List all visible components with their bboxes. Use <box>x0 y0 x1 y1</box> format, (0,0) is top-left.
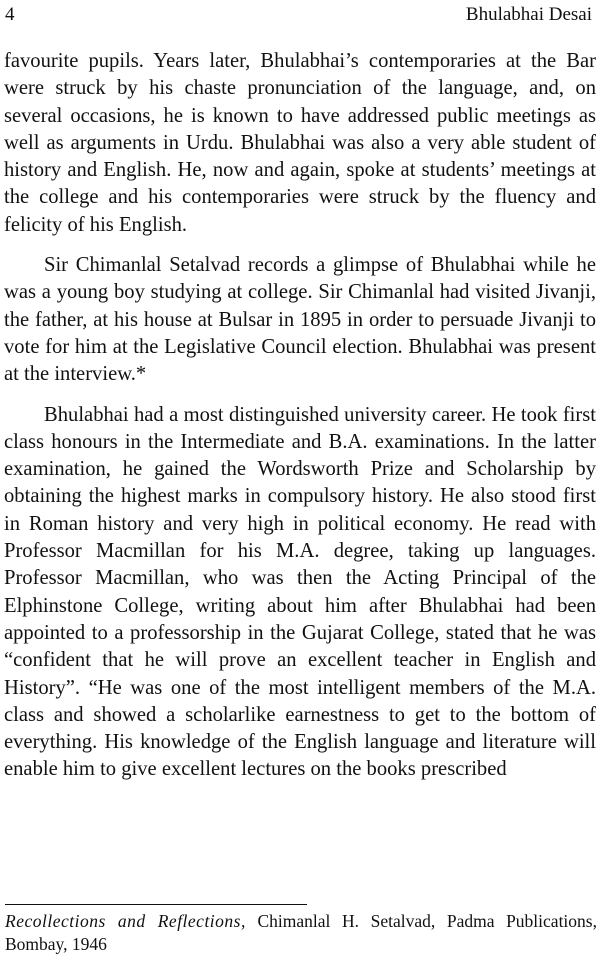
footnote-citation: Chimanlal H. Setalvad, Padma Publications, Bombay, 1946 <box>5 911 597 954</box>
paragraph-continuation: favourite pupils. Years later, Bhulabhai’s contemporaries at the Bar were struck by his chaste pronunciation of the language, and, on several occasions, he is known to have addressed public meetings as well as arguments in Urdu. Bhulabhai was also a very able student of history and English. He, now and again, spoke at students’ meetings at the college and his contemporaries were struck by the fluency and felicity of his English. <box>4 50 596 236</box>
footnote-divider <box>5 904 307 905</box>
body-text <box>4 48 596 784</box>
page-header <box>5 2 592 28</box>
running-head: Bhulabhai Desai <box>465 4 592 25</box>
paragraph-setalvad: Sir Chimanlal Setalvad records a glimpse of Bhulabhai while he was a young boy studying at college. Sir Chimanlal had visited Jivanji, the father, at his house at Bulsar in 1895 in order to persuade Jivanji to vote for him at the Legislative Council election. Bhulabhai was present at the interview.* <box>4 254 596 386</box>
footnote <box>5 910 597 955</box>
footnote-book-title: Recollections and Reflections, <box>5 911 246 931</box>
page-number: 4 <box>5 4 15 25</box>
paragraph-university-career: Bhulabhai had a most distinguished university career. He took first class honours in the Intermediate and B.A. examinations. In the latter examination, he gained the Wordsworth Prize and Scholarship by obtaining the highest marks in compulsory history. He also stood first in Roman history and very high in political economy. He read with Professor Macmillan for his M.A. degree, taking up languages. Professor Macmillan, who was then the Acting Principal of the Elphinstone College, writing about him after Bhulabhai had been appointed to a professorship in the Gujarat College, stated that he was “confident that he will prove an excellent teacher in English and History”. “He was one of the most intelligent members of the M.A. class and showed a scholarlike earnestness to get to the bottom of everything. His knowledge of the English language and literature will enable him to give excellent lectures on the books prescribed <box>4 403 596 781</box>
